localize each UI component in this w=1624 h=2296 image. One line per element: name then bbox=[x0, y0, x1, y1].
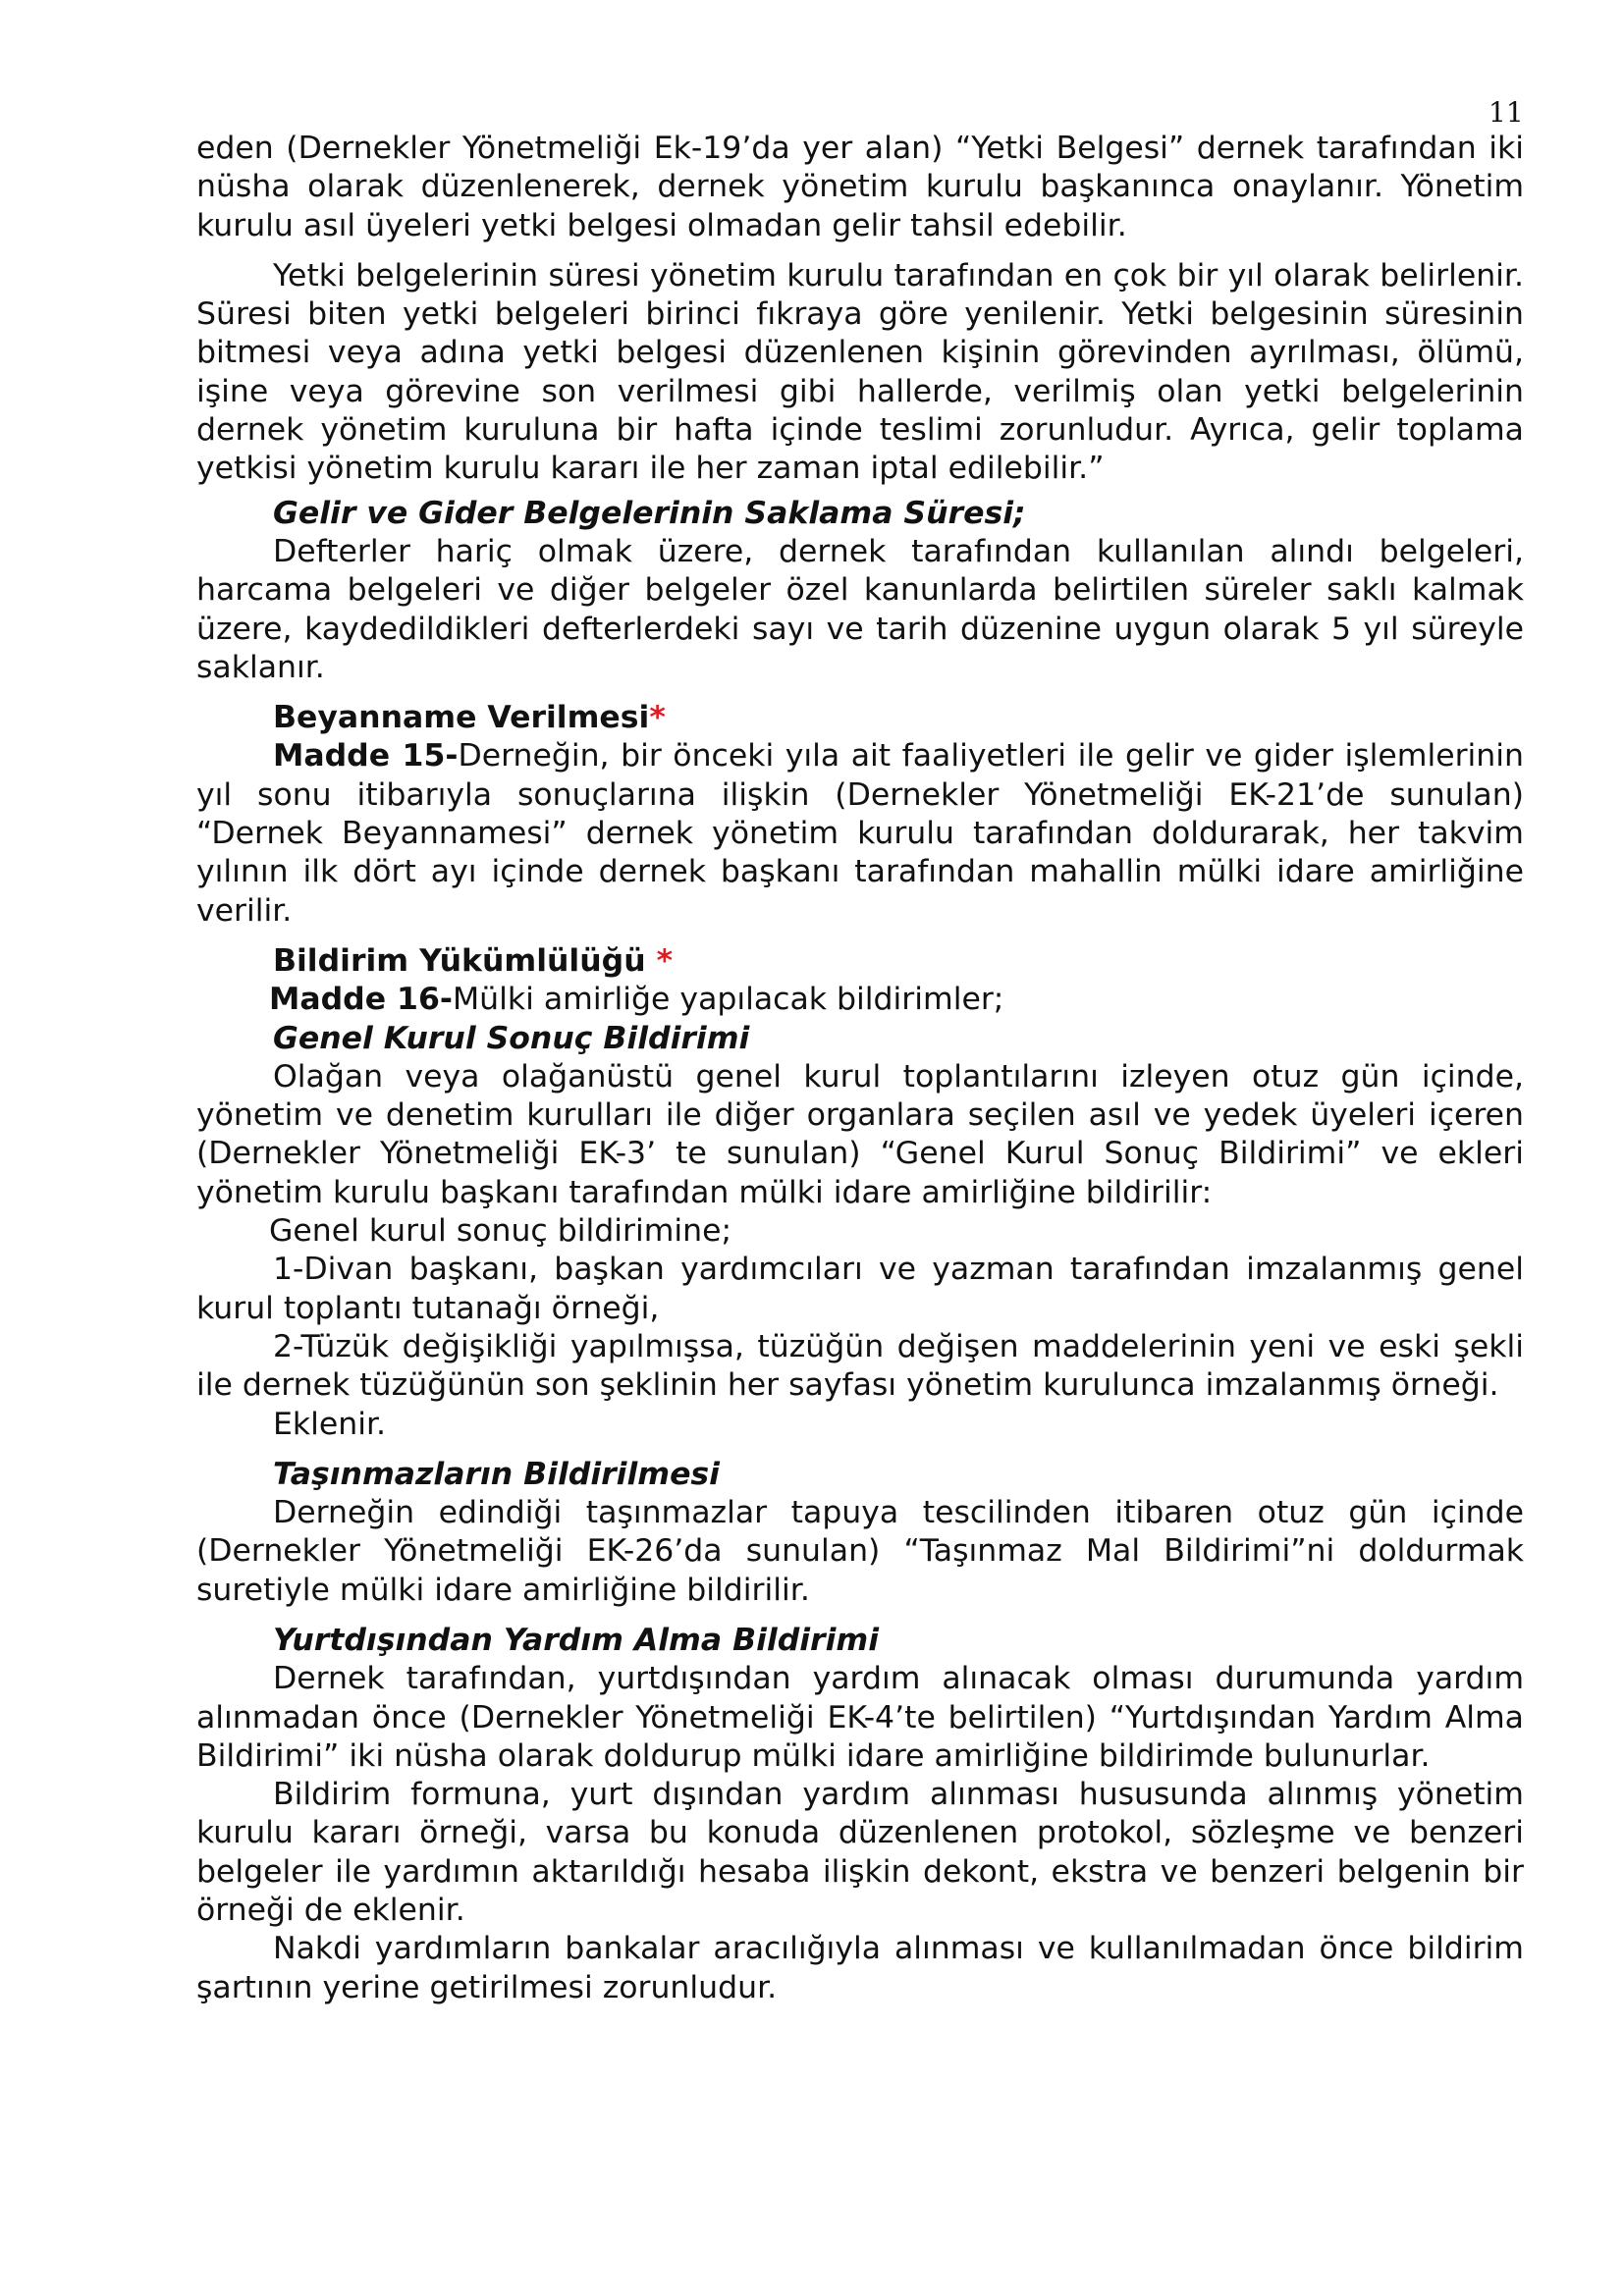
heading-genel-kurul-sonuc: Genel Kurul Sonuç Bildirimi bbox=[273, 1020, 750, 1056]
paragraph-yetki-suresi: Yetki belgelerinin süresi yönetim kurulu tarafından en çok bir yıl olarak belirlenir. Süresi biten yetki belgeleri birinci fıkraya göre yenilenir. Yetki belgesinin süresinin bitmesi veya adına yetki belgesi düzenlenen kişinin görevinden ayrılması, ölümü, işine veya görevine son verilmesi gibi hallerde, verilmiş olan yetki belgelerinin dernek yönetim kuruluna bir hafta içinde teslimi zorunludur. Ayrıca, gelir toplama yetkisi yönetim kurulu kararı ile her zaman iptal edilebilir.” bbox=[196, 257, 1524, 487]
paragraph-bildirim-formu: Bildirim formuna, yurt dışından yardım alınması hususunda alınmış yönetim kurulu kararı örneği, varsa bu konuda düzenlenen protokol, sözleşme ve benzeri belgeler ile yardımın aktarıldığı hesaba ilişkin dekont, ekstra ve benzeri belgenin bir örneği de eklenir. bbox=[196, 1777, 1524, 1929]
madde-16-text: Mülki amirliğe yapılacak bildirimler; bbox=[452, 982, 1004, 1018]
heading-yurtdisi-yardim: Yurtdışından Yardım Alma Bildirimi bbox=[273, 1622, 880, 1658]
heading-saklama-suresi: Gelir ve Gider Belgelerinin Saklama Süresi; bbox=[273, 495, 1026, 531]
paragraph-genel-kurul-ekleri: Genel kurul sonuç bildirimine; bbox=[269, 1213, 732, 1250]
document-body bbox=[196, 130, 1524, 2007]
paragraph-yurtdisi-yardim: Dernek tarafından, yurtdışından yardım alınacak olması durumunda yardım alınmadan önce (Dernekler Yönetmeliği EK-4’te belirtilen) “Yurtdışından Yardım Alma Bildirimi” iki nüsha olarak doldurup mülki idare amirliğine bildirimde bulunurlar. bbox=[196, 1661, 1524, 1774]
heading-beyanname bbox=[196, 699, 1524, 737]
heading-bildirim-yukumlulugu bbox=[196, 942, 1524, 981]
asterisk-mark: * bbox=[656, 942, 674, 979]
paragraph-ek-1: 1-Divan başkanı, başkan yardımcıları ve yazman tarafından imzalanmış genel kurul toplantı tutanağı örneği, bbox=[196, 1252, 1524, 1326]
paragraph-eklenir: Eklenir. bbox=[273, 1406, 387, 1442]
madde-15-label: Madde 15- bbox=[273, 738, 459, 774]
paragraph-madde-15 bbox=[196, 737, 1524, 930]
heading-tasinmaz: Taşınmazların Bildirilmesi bbox=[273, 1456, 720, 1492]
paragraph-ek-2: 2-Tüzük değişikliği yapılmışsa, tüzüğün değişen maddelerinin yeni ve eski şekli ile dernek tüzüğünün son şeklinin her sayfası yönetim kurulunca imzalanmış örneği. bbox=[196, 1328, 1524, 1404]
madde-16-label: Madde 16- bbox=[269, 982, 453, 1018]
paragraph-tasinmaz: Derneğin edindiği taşınmazlar tapuya tescilinden itibaren otuz gün içinde (Dernekler Yönetmeliği EK-26’da sunulan) “Taşınmaz Mal Bildirimi”ni doldurmak suretiyle mülki idare amirliğine bildirilir. bbox=[196, 1495, 1524, 1608]
madde-15-text: Derneğin, bir önceki yıla ait faaliyetleri ile gelir ve gider işlemlerinin yıl sonu itibarıyla sonuçlarına ilişkin (Dernekler Yönetmeliği EK-21’de sunulan) “Dernek Beyannamesi” dernek yönetim kurulu tarafından doldurarak, her takvim yılının ilk dört ayı içinde dernek başkanı tarafından mahallin mülki idare amirliğine verilir. bbox=[196, 738, 1524, 929]
paragraph-saklama-suresi: Defterler hariç olmak üzere, dernek tarafından kullanılan alındı belgeleri, harcama belgeleri ve diğer belgeler özel kanunlarda belirtilen süreler saklı kalmak üzere, kaydedildikleri defterlerdeki sayı ve tarih düzenine uygun olarak 5 yıl süreyle saklanır. bbox=[196, 533, 1524, 685]
heading-beyanname-label: Beyanname Verilmesi bbox=[273, 700, 650, 736]
asterisk-mark: * bbox=[649, 700, 666, 736]
paragraph-yetki-belgesi-continued: eden (Dernekler Yönetmeliği Ek-19’da yer alan) “Yetki Belgesi” dernek tarafından iki nüsha olarak düzenlenerek, dernek yönetim kurulu başkanınca onaylanır. Yönetim kurulu asıl üyeleri yetki belgesi olmadan gelir tahsil edebilir. bbox=[196, 131, 1524, 243]
heading-bildirim-label: Bildirim Yükümlülüğü bbox=[273, 942, 646, 979]
paragraph-genel-kurul: Olağan veya olağanüstü genel kurul toplantılarını izleyen otuz gün içinde, yönetim ve denetim kurulları ile diğer organlara seçilen asıl ve yedek üyeleri içeren (Dernekler Yönetmeliği EK-3’ te sunulan) “Genel Kurul Sonuç Bildirimi” ve ekleri yönetim kurulu başkanı tarafından mülki idare amirliğine bildirilir: bbox=[196, 1058, 1524, 1210]
page-number: 11 bbox=[1489, 96, 1524, 129]
paragraph-madde-16 bbox=[196, 981, 1524, 1019]
paragraph-nakdi-yardim: Nakdi yardımların bankalar aracılığıyla alınması ve kullanılmadan önce bildirim şartının yerine getirilmesi zorunludur. bbox=[196, 1931, 1524, 2005]
